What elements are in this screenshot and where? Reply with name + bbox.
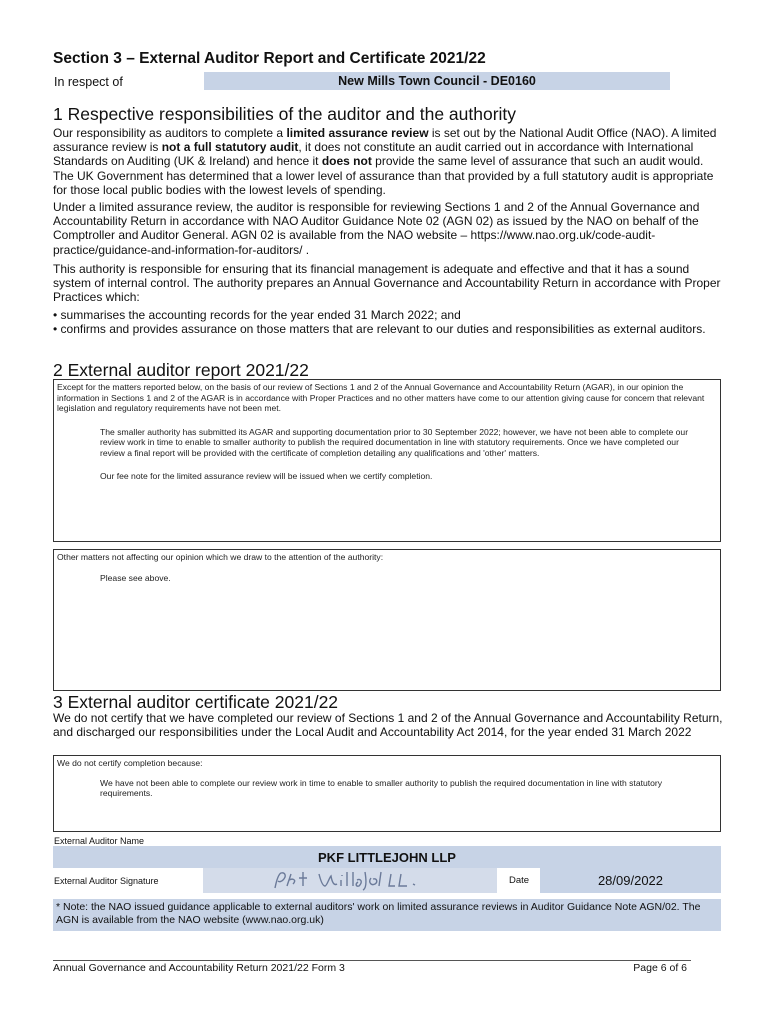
certificate-box bbox=[53, 755, 721, 832]
signature-field bbox=[203, 868, 497, 893]
section-title: Section 3 – External Auditor Report and Certificate 2021/22 bbox=[53, 50, 486, 67]
other-matters-text: Please see above. bbox=[100, 572, 171, 583]
fee-note-text: Our fee note for the limited assurance review will be issued when we certify completion. bbox=[100, 470, 433, 481]
signature-label: External Auditor Signature bbox=[54, 876, 159, 886]
auditor-name-label: External Auditor Name bbox=[54, 836, 145, 846]
nao-note: * Note: the NAO issued guidance applicable to external auditors' work on limited assurance reviews in Auditor Guidance Note AGN/02. The AGN is available from the NAO website (www.nao.org.uk) bbox=[53, 899, 721, 931]
part1-heading: 1 Respective responsibilities of the auditor and the authority bbox=[53, 104, 517, 124]
report-lead-text: Except for the matters reported below, on the basis of our review of Sections 1 and 2 of the Annual Governance and Accountability Return (AGAR), in our opinion the information in Sections 1 and 2 of the AGAR is in accordance with Proper Practices and no other matters have come to our attention giving cause for concern that relevant legislation and regulatory requirements have not been met. bbox=[57, 382, 705, 414]
part2-heading: 2 External auditor report 2021/22 bbox=[53, 360, 309, 380]
part1-paragraph-3: This authority is responsible for ensuring that its financial management is adequate and effective and that it has a sound system of internal control. The authority prepares an Annual Governance and Accountability Return in accordance with Proper Practices which: bbox=[53, 262, 721, 305]
part3-heading: 3 External auditor certificate 2021/22 bbox=[53, 692, 339, 712]
auditor-report-box bbox=[53, 379, 721, 542]
footer-page-number: Page 6 of 6 bbox=[633, 962, 687, 974]
certificate-lead: We do not certify completion because: bbox=[57, 758, 203, 768]
auditor-name: PKF LITTLEJOHN LLP bbox=[318, 849, 456, 865]
footer-divider bbox=[53, 960, 691, 961]
part1-bullet-1: • summarises the accounting records for the year ended 31 March 2022; and bbox=[53, 308, 461, 322]
auditor-name-field bbox=[53, 846, 721, 868]
report-detail-text: The smaller authority has submitted its AGAR and supporting documentation prior to 30 September 2022; however, we have not been able to complete our review work in time to enable to smaller authority to publish the required documentation in line with statutory requirements. Once we have completed our review a final report will be provided with the certificate of completion detailing any qualifications and 'other' matters. bbox=[100, 426, 689, 458]
date-field bbox=[540, 868, 721, 893]
other-matters-box bbox=[53, 549, 721, 691]
certificate-intro: We do not certify that we have completed our review of Sections 1 and 2 of the Annual Governance and Accountability Return, and discharged our responsibilities under the Local Audit and Accountability Act 2014, for the year ended 31 March 2022 bbox=[53, 711, 723, 740]
footer-form-title: Annual Governance and Accountability Return 2021/22 Form 3 bbox=[53, 962, 345, 974]
part1-paragraph-1: Our responsibility as auditors to complete a limited assurance review is set out by the National Audit Office (NAO). A limited assurance review is not a full statutory audit, it does not constitute an audit carried out in accordance with International Standards on Auditing (UK & Ireland) and hence it does not provide the same level of assurance that such an audit would. The UK Government has determined that a lower level of assurance than that provided by a full statutory audit is appropriate for those local public bodies with the lowest levels of spending. bbox=[53, 126, 717, 197]
certificate-reason: We have not been able to complete our review work in time to enable to smaller authority to publish the required documentation in line with statutory requirements. bbox=[100, 777, 663, 799]
date-label: Date bbox=[509, 875, 530, 886]
other-matters-lead: Other matters not affecting our opinion which we draw to the attention of the authority: bbox=[57, 552, 384, 562]
date-value: 28/09/2022 bbox=[597, 873, 664, 888]
authority-name-field bbox=[204, 72, 670, 90]
in-respect-label: In respect of bbox=[54, 75, 123, 89]
part1-paragraph-2: Under a limited assurance review, the auditor is responsible for reviewing Sections 1 and 2 of the Annual Governance and Accountability Return in accordance with NAO Auditor Guidance Note 02 (AGN 02) as issued by the NAO on behalf of the Comptroller and Auditor General. AGN 02 is available from the NAO website – https://www.nao.org.uk/code-audit-practice/guidance-and-information-for-auditors/ . bbox=[53, 200, 700, 257]
part1-bullet-2: • confirms and provides assurance on those matters that are relevant to our duties and responsibilities as external auditors. bbox=[53, 322, 706, 336]
signature-icon bbox=[203, 868, 497, 893]
authority-name: New Mills Town Council - DE0160 bbox=[338, 74, 536, 88]
